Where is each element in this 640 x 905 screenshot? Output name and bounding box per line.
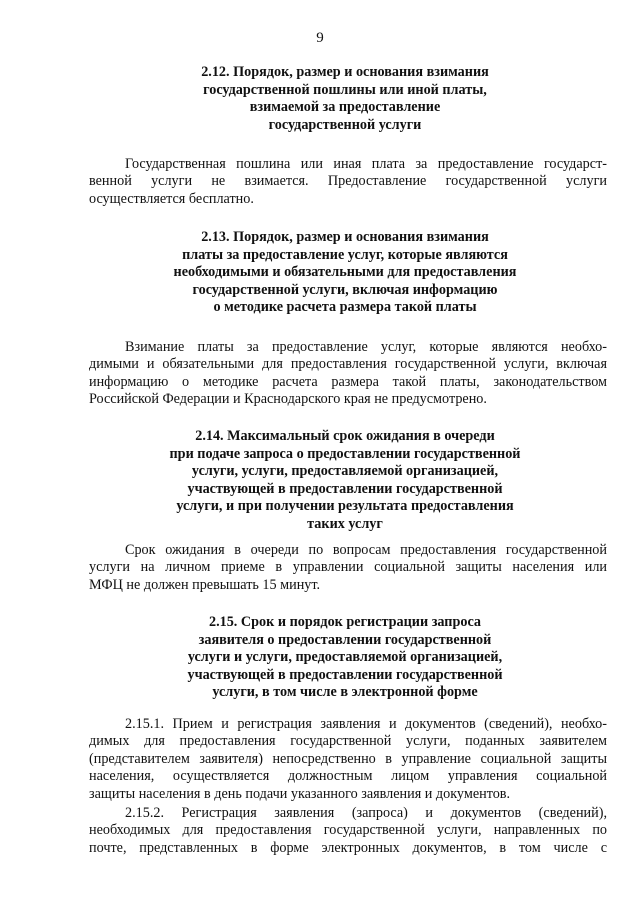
- heading-line: государственной услуги, включая информацию: [192, 281, 498, 298]
- heading-line: 2.12. Порядок, размер и основания взимания: [201, 64, 489, 80]
- paragraph-line: Срок ожидания в очереди по вопросам предоставления государственной: [125, 542, 607, 558]
- section-heading-2-12: [90, 64, 600, 134]
- paragraph-line: услуги на личном приеме в управлении социальной защиты населения или: [89, 559, 607, 576]
- heading-line: взимаемой за предоставление: [249, 99, 441, 116]
- paragraph-line: Государственная пошлина или иная плата за предоставление государст-: [125, 156, 607, 172]
- paragraph-line: информацию о методике расчета размера такой платы, законодательством: [89, 373, 607, 390]
- heading-line: участвующей в предоставлении государственной: [187, 480, 503, 497]
- paragraph: [89, 805, 607, 857]
- heading-line: необходимыми и обязательными для предоставления: [173, 264, 517, 281]
- paragraph: [89, 156, 607, 208]
- page-number: 9: [316, 30, 324, 46]
- heading-line: услуги, и при получении результата предоставления: [176, 498, 514, 515]
- paragraph-line: венной услуги не взимается. Предоставление государственной услуги: [89, 173, 607, 190]
- paragraph-line: почте, представленных в форме электронных документов, в том числе с: [89, 839, 607, 856]
- paragraph-line: МФЦ не должен превышать 15 минут.: [89, 576, 321, 593]
- paragraph: [89, 339, 607, 409]
- heading-line: при подаче запроса о предоставлении государственной: [169, 445, 521, 462]
- paragraph-line: Взимание платы за предоставление услуг, которые являются необхо-: [125, 339, 607, 355]
- heading-line: услуги, в том числе в электронной форме: [212, 684, 478, 701]
- paragraph-line: необходимых для предоставления государственной услуги, направленных по: [89, 822, 607, 839]
- section-heading-2-15: [90, 614, 600, 702]
- paragraph: [89, 716, 607, 803]
- heading-line: 2.13. Порядок, размер и основания взимания: [201, 229, 489, 245]
- heading-line: участвующей в предоставлении государственной: [187, 666, 503, 683]
- heading-line: заявителя о предоставлении государственной: [198, 631, 492, 648]
- paragraph-line: димыми и обязательными для предоставления государственной услуги, включая: [89, 356, 607, 373]
- paragraph-line: 2.15.2. Регистрация заявления (запроса) и документов (сведений),: [125, 805, 607, 821]
- heading-line: услуги, услуги, предоставляемой организацией,: [191, 463, 499, 480]
- heading-line: услуги и услуги, предоставляемой организацией,: [187, 649, 503, 666]
- heading-line: таких услуг: [307, 515, 383, 532]
- heading-line: государственной услуги: [268, 116, 422, 133]
- paragraph-line: димых для предоставления государственной услуги, поданных заявителем: [89, 733, 607, 750]
- paragraph-line: защиты населения в день подачи указанного заявления и документов.: [89, 785, 511, 802]
- heading-line: платы за предоставление услуг, которые являются: [182, 246, 508, 263]
- paragraph-line: (представителем заявителя) непосредственно в управление социальной защиты: [89, 750, 607, 767]
- section-heading-2-14: [90, 428, 600, 534]
- paragraph: [89, 542, 607, 594]
- heading-line: 2.15. Срок и порядок регистрации запроса: [208, 614, 482, 630]
- section-heading-2-13: [90, 229, 600, 317]
- heading-line: о методике расчета размера такой платы: [213, 299, 477, 316]
- paragraph-line: 2.15.1. Прием и регистрация заявления и документов (сведений), необхо-: [125, 716, 607, 732]
- heading-line: 2.14. Максимальный срок ожидания в очереди: [195, 428, 495, 444]
- heading-line: государственной пошлины или иной платы,: [203, 81, 487, 98]
- paragraph-line: Российской Федерации и Краснодарского края не предусмотрено.: [89, 391, 487, 408]
- paragraph-line: населения, осуществляется должностным лицом управления социальной: [89, 768, 607, 785]
- paragraph-line: осуществляется бесплатно.: [89, 190, 254, 207]
